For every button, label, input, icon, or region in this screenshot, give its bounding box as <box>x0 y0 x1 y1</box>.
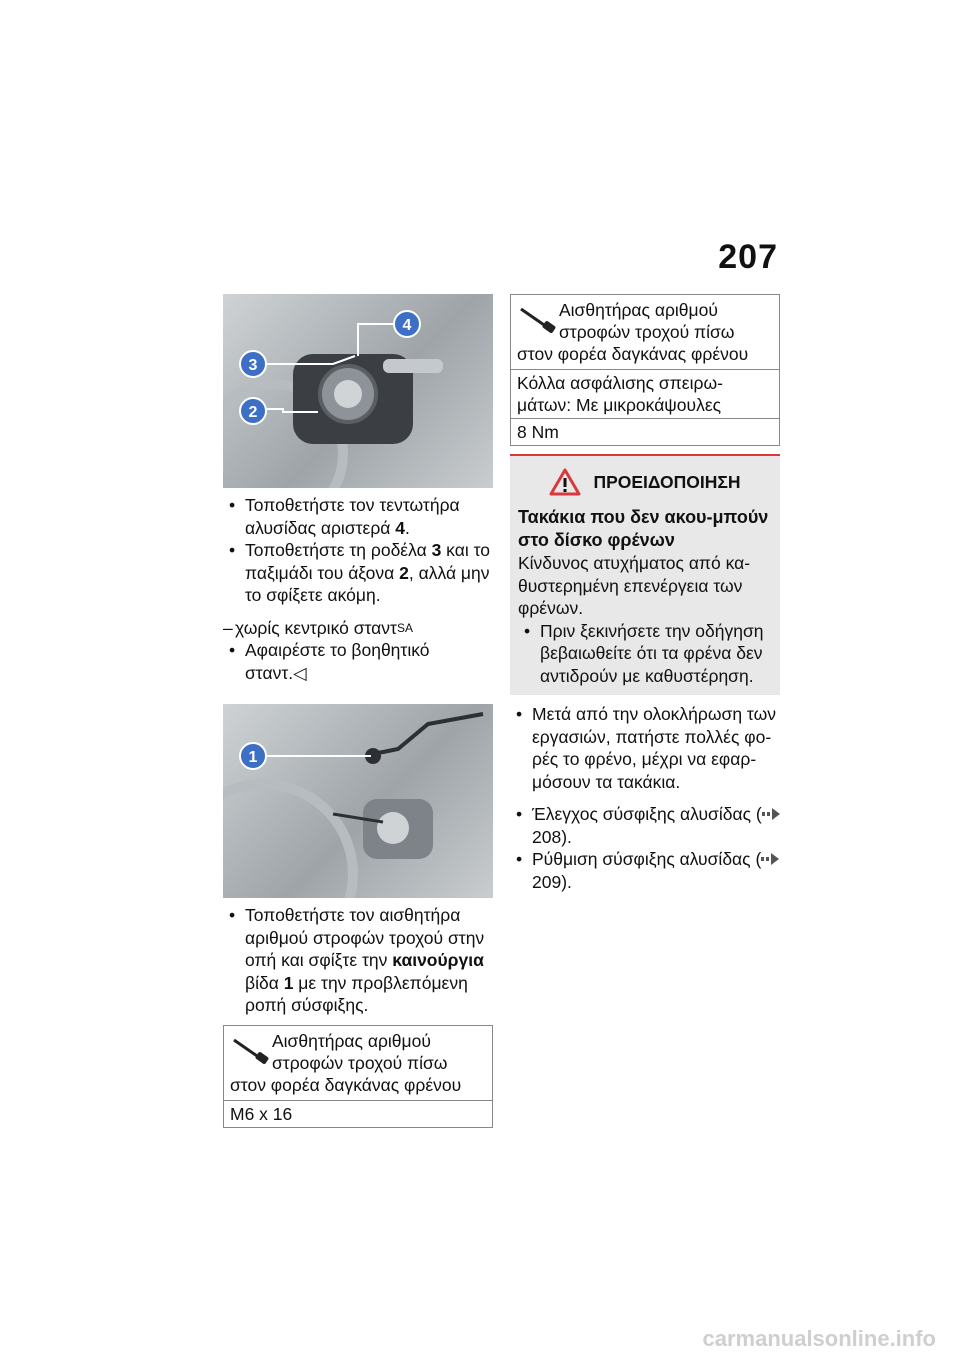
left-column <box>223 294 493 1128</box>
step-remove-stand: • Αφαιρέστε το βοηθητικό σταντ.◁ <box>223 639 493 684</box>
callout-4-label: 4 <box>402 317 412 334</box>
spec-head-right: Αισθητήρας αριθμού στροφών τροχού πίσω στον φορέα δαγκάνας φρένου <box>511 294 779 369</box>
spec-threadlock: Κόλλα ασφάλισης σπειρω-μάτων: Με μικροκάψουλες <box>511 369 779 418</box>
step-mount-tensioner: • Τοποθετήστε τον τεντωτήρα αλυσίδας αριστερά 4. <box>223 494 493 539</box>
callout-2-label: 2 <box>248 404 258 421</box>
link-check-chain-tension[interactable]: • Έλεγχος σύσφιξης αλυσίδας (208). <box>510 803 780 848</box>
photo-chain-tensioner <box>223 294 493 488</box>
spec-table-right <box>510 294 780 446</box>
wrench-icon <box>230 1036 270 1064</box>
photo-wheel-sensor <box>223 704 493 898</box>
right-column <box>510 294 780 893</box>
warning-body: Κίνδυνος ατυχήματος από κα-θυστερημένη επενέργεια των φρένων. <box>518 553 751 618</box>
page-ref-arrow-icon <box>762 808 780 820</box>
step-pump-brake: • Μετά από την ολοκλήρωση των εργασιών, πατήστε πολλές φο-ρές το φρένο, μέχρι να εφαρ-μόσουν τα τακάκια. <box>510 703 780 793</box>
callout-1-label: 1 <box>248 749 258 766</box>
warning-label: ΠΡΟΕΙΔΟΠΟΙΗΣΗ <box>593 471 741 492</box>
warning-title: Τακάκια που δεν ακου-μπούν στο δίσκο φρένων <box>518 507 769 550</box>
footer-watermark: carmanualsonline.info <box>702 1326 936 1351</box>
condition-no-center-stand: – χωρίς κεντρικό σταντ$^{SA}$ <box>223 617 493 640</box>
photo-illustration <box>223 294 493 488</box>
step-mount-sensor: • Τοποθετήστε τον αισθητήρα αριθμού στροφών τροχού στην οπή και σφίξτε την καινούργια βίδα 1 με την προβλεπόμενη ροπή σύσφιξης. <box>223 904 493 1017</box>
link-adjust-chain-tension[interactable]: • Ρύθμιση σύσφιξης αλυσίδας (209). <box>510 848 780 893</box>
photo2-illustration <box>223 704 493 898</box>
warning-box <box>510 454 780 695</box>
spec-value-left: M6 x 16 <box>224 1100 492 1127</box>
callout-3-label: 3 <box>248 357 258 374</box>
warning-bullet: • Πριν ξεκινήσετε την οδήγηση βεβαιωθείτε ότι τα φρένα δεν αντιδρούν με καθυστέρηση. <box>518 620 772 688</box>
spec-torque: 8 Nm <box>511 418 779 445</box>
step-mount-washer: • Τοποθετήστε τη ροδέλα 3 και το παξιμάδι του άξονα 2, αλλά μην το σφίξετε ακόμη. <box>223 539 493 607</box>
spec-table-left <box>223 1025 493 1128</box>
spec-head-left: Αισθητήρας αριθμού στροφών τροχού πίσω στον φορέα δαγκάνας φρένου <box>230 1030 462 1095</box>
page-number: 207 <box>718 238 778 276</box>
wrench-icon <box>517 305 557 333</box>
page-ref-arrow-icon <box>761 853 779 865</box>
warning-header <box>518 468 772 496</box>
warning-triangle-icon <box>549 468 581 496</box>
